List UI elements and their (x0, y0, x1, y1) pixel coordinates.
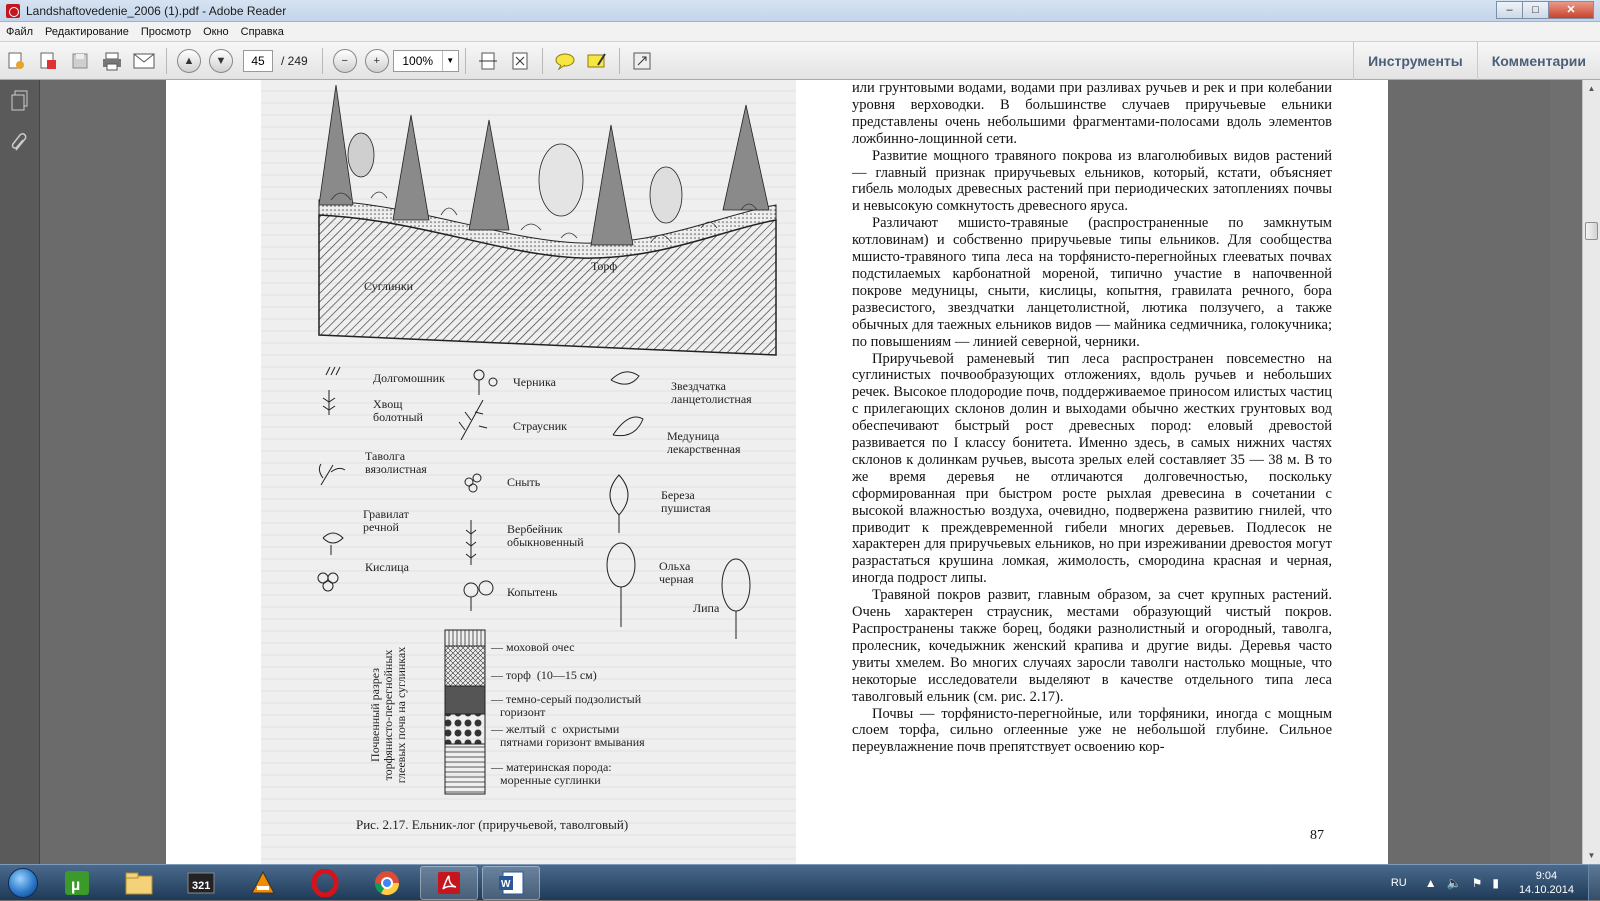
legend-label-snyt: Сныть (507, 475, 541, 489)
toolbar-separator (166, 48, 167, 74)
legend-label-tavolga: Таволга вязолистная (365, 449, 427, 476)
window-title: Landshaftovedenie_2006 (1).pdf - Adobe Reader (26, 3, 287, 18)
network-icon[interactable]: ▮ (1492, 876, 1499, 890)
svg-text:µ: µ (71, 876, 81, 894)
legend-label-lipa: Липа (693, 601, 720, 615)
menu-file[interactable]: Файл (6, 25, 34, 38)
folder-icon (124, 870, 154, 896)
toolbar-separator (322, 48, 323, 74)
page-total: / 249 (281, 53, 308, 68)
svg-text:321: 321 (192, 879, 211, 892)
toolbar (0, 42, 1600, 80)
taskbar (0, 864, 1600, 900)
toolbar-separator (542, 48, 543, 74)
clock[interactable] (1519, 869, 1574, 897)
paragraph: Развитие мощного травяного покрова из влаголюбивых видов растений — главный признак приручьевых ельников, который, кстати, объясняет гибель молодых древесных растений при периодических затоплениях почвы и невысокую сомкнутость древесного яруса. (852, 147, 1332, 215)
menu-bar (0, 22, 1600, 42)
forest-cross-section-illustration (261, 80, 796, 360)
taskbar-opera[interactable] (296, 866, 354, 900)
tools-pane-button[interactable]: Инструменты (1353, 42, 1477, 80)
legend-label-olkha: Ольха черная (659, 559, 694, 586)
legend-label-chernika: Черника (513, 375, 556, 389)
scrollbar-thumb[interactable] (1585, 222, 1598, 240)
legend-label-kopyten: Копытень (507, 585, 558, 599)
paragraph: Почвы — торфянисто-перегнойные, или торфяники, иногда с мощным слоем торфа, сильно оглеенные уже не небольшой глубине. Сильное переувлажнение почв препятствует освоению кор- (852, 705, 1332, 756)
volume-icon[interactable]: 🔈 (1446, 876, 1462, 890)
body-text-column (852, 80, 1332, 864)
scroll-down-icon[interactable]: ▼ (1587, 851, 1596, 860)
soil-layer-parent-rock: — материнская порода: моренные суглинки (491, 760, 612, 787)
highlight-icon[interactable] (584, 48, 610, 74)
page-number-input[interactable]: 45 (243, 50, 273, 72)
figure-2-17 (261, 80, 796, 864)
vertical-scrollbar[interactable] (1582, 80, 1600, 864)
menu-help[interactable]: Справка (240, 25, 284, 38)
scroll-up-icon[interactable]: ▲ (1587, 84, 1596, 93)
scanned-figure-area (261, 80, 796, 864)
figure-caption: Рис. 2.17. Ельник-лог (приручьевой, таволговый) (356, 817, 629, 832)
taskbar-utorrent[interactable] (48, 866, 106, 900)
document-viewport[interactable] (40, 80, 1550, 864)
pdf-page (166, 80, 1388, 864)
paragraph: Приручьевой раменевый тип леса распространен повсеместно на суглинистых почвообразующих отложениях, вдоль ручьев и небольших речек. Высокое плодородие почв, поддерживаемое приносом илистых частиц с прилегающих склонов долин и выходами обычно жестких грунтовых вод обеспечивают быстрый рост древесных пород: еловый древостой развивается по I классу бонитета. Именно здесь, в самых нижних частях склонов к долинкам ручьев, высота зрелых елей составляет 35 — 38 м. В то же время деревья не отличаются долговечностью, поскольку сформированная при быстром росте рыхлая древесина в сочетании с высокой влажностью воздуха, очевидно, подвержена развитию гнилей, что приводит к преждевременной гибели многих деревьев. Подлесок не характерен для приручьевых ельников, но при изреживании древостоя могут разрастаться крушина ломкая, жимолость, смородина красная и черная, иногда подрост липы. (852, 350, 1332, 587)
menu-view[interactable]: Просмотр (140, 25, 192, 38)
fit-page-icon[interactable] (507, 48, 533, 74)
zoom-value: 100% (402, 53, 434, 68)
vlc-icon (249, 869, 277, 897)
soil-layer-podzolic: — темно-серый подзолистый горизонт (491, 692, 642, 719)
opera-icon (311, 869, 339, 897)
legend-label-khvoshch: Хвощ болотный (373, 397, 423, 424)
taskbar-adobe-reader[interactable] (420, 866, 478, 900)
window-controls (1497, 1, 1594, 19)
minimize-button[interactable]: – (1496, 1, 1523, 19)
soil-profile-title: Почвенный разрез торфянисто-перегнойных глеевых почв на суглинках (368, 646, 408, 784)
action-center-icon[interactable]: ⚑ (1471, 876, 1483, 890)
taskbar-vlc[interactable] (234, 866, 292, 900)
fit-width-icon[interactable] (475, 48, 501, 74)
maximize-button[interactable]: □ (1522, 1, 1549, 19)
comment-icon[interactable] (552, 48, 578, 74)
toolbar-separator (465, 48, 466, 74)
clock-date: 14.10.2014 (1518, 884, 1574, 896)
close-button[interactable]: ✕ (1548, 1, 1594, 19)
legend-label-kislitsa: Кислица (365, 560, 409, 574)
share-pdf-icon[interactable] (35, 48, 61, 74)
show-hidden-icons-icon[interactable]: ▲ (1424, 876, 1437, 890)
utorrent-icon (63, 869, 91, 897)
comments-pane-button[interactable]: Комментарии (1477, 42, 1600, 80)
menu-edit[interactable]: Редактирование (45, 25, 129, 38)
create-pdf-icon[interactable] (3, 48, 29, 74)
system-tray (1391, 865, 1600, 901)
paragraph: Различают мшисто-травяные (распространенные по замкнутым котловинам) и собственно приручьевые типы ельников. Для сообщества мшисто-травяного типа леса на торфянисто-перегнойных глееватых почвах подстилаемых карбонатной мореной, типично участие в напочвенной покрове медуницы, сныти, кислицы, копытня, гравилата речного, бора развесистого, звездчатки ланцетолистной, лютика ползучего, а также обычных для таежных ельников видов — майника седмичника, голокучника; по повышениям — линией северной, черники. (852, 215, 1332, 350)
paragraph: или грунтовыми водами, водами при разливах ручьев и рек и при колебании уровня верховодки. В большинстве случаев приручьевые ельники представлены очень небольшими фрагментами-полосами вдоль элементов ложбинно-лощинной сети. (852, 80, 1332, 147)
taskbar-media-player[interactable] (172, 866, 230, 900)
legend-label-gravilat: Гравилат речной (363, 507, 409, 534)
peat-label: Торф (591, 259, 618, 273)
print-icon[interactable] (99, 48, 125, 74)
next-page-icon[interactable]: ▼ (209, 49, 233, 73)
taskbar-word[interactable] (482, 866, 540, 900)
zoom-in-icon[interactable]: + (365, 49, 389, 73)
taskbar-chrome[interactable] (358, 866, 416, 900)
toolbar-right-panel (1353, 42, 1600, 80)
language-indicator[interactable]: RU (1390, 877, 1407, 889)
page-thumbnails-icon[interactable] (9, 90, 31, 112)
word-icon (497, 869, 525, 897)
legend-label-zvezdchatka: Звездчатка ланцетолистная (671, 379, 752, 406)
zoom-out-icon[interactable]: − (333, 49, 357, 73)
media-player-icon (186, 870, 216, 896)
soil-layer-illuvial: — желтый с охристыми пятнами горизонт вмывания (491, 722, 645, 749)
page-number-footer: 87 (1310, 828, 1324, 843)
taskbar-explorer[interactable] (110, 866, 168, 900)
adobe-reader-icon (6, 4, 20, 18)
clock-time: 9:04 (1535, 870, 1558, 882)
paragraph: Травяной покров развит, главным образом, за счет крупных растений. Очень характерен страусник, местами образующий чистый покров. Распространены также борец, бодяки разнолистный и огородный, таволга, пролесник, кочедыжник женский крапива и другие виды. Деревья часто увиты хмелем. Во многих случаях заросли таволги настолько мощные, что некоторые исследователи выделяют в качестве отдельного типа леса таволговый ельник (см. рис. 2.17). (852, 587, 1332, 705)
fullscreen-icon[interactable] (629, 48, 655, 74)
show-desktop-button[interactable] (1588, 865, 1600, 901)
legend-label-bereza: Береза пушистая (661, 488, 711, 515)
chrome-icon (373, 869, 401, 897)
toolbar-separator (619, 48, 620, 74)
previous-page-icon[interactable]: ▲ (177, 49, 201, 73)
soil-layer-moss: — моховой очес (491, 640, 575, 654)
navigation-panel (0, 80, 40, 864)
legend-label-medunitsa: Медуница лекарственная (667, 429, 741, 456)
legend-label-verbeynik: Вербейник обыкновенный (507, 522, 584, 549)
chevron-down-icon[interactable]: ▼ (442, 51, 458, 71)
windows-logo-icon (8, 868, 38, 898)
legend-label-strausnik: Страусник (513, 419, 567, 433)
menu-window[interactable]: Окно (203, 25, 229, 38)
start-button[interactable] (0, 865, 46, 901)
soil-layer-peat: — торф (10—15 см) (491, 668, 597, 682)
svg-text:W: W (501, 878, 511, 890)
adobe-reader-icon (435, 869, 463, 897)
zoom-select[interactable] (393, 50, 459, 72)
loam-label: Суглинки (364, 279, 414, 293)
title-bar (0, 0, 1600, 22)
email-icon[interactable] (131, 48, 157, 74)
attachments-icon[interactable] (9, 132, 31, 154)
legend-label-dolgomoshnik: Долгомошник (373, 371, 445, 385)
save-icon[interactable] (67, 48, 93, 74)
